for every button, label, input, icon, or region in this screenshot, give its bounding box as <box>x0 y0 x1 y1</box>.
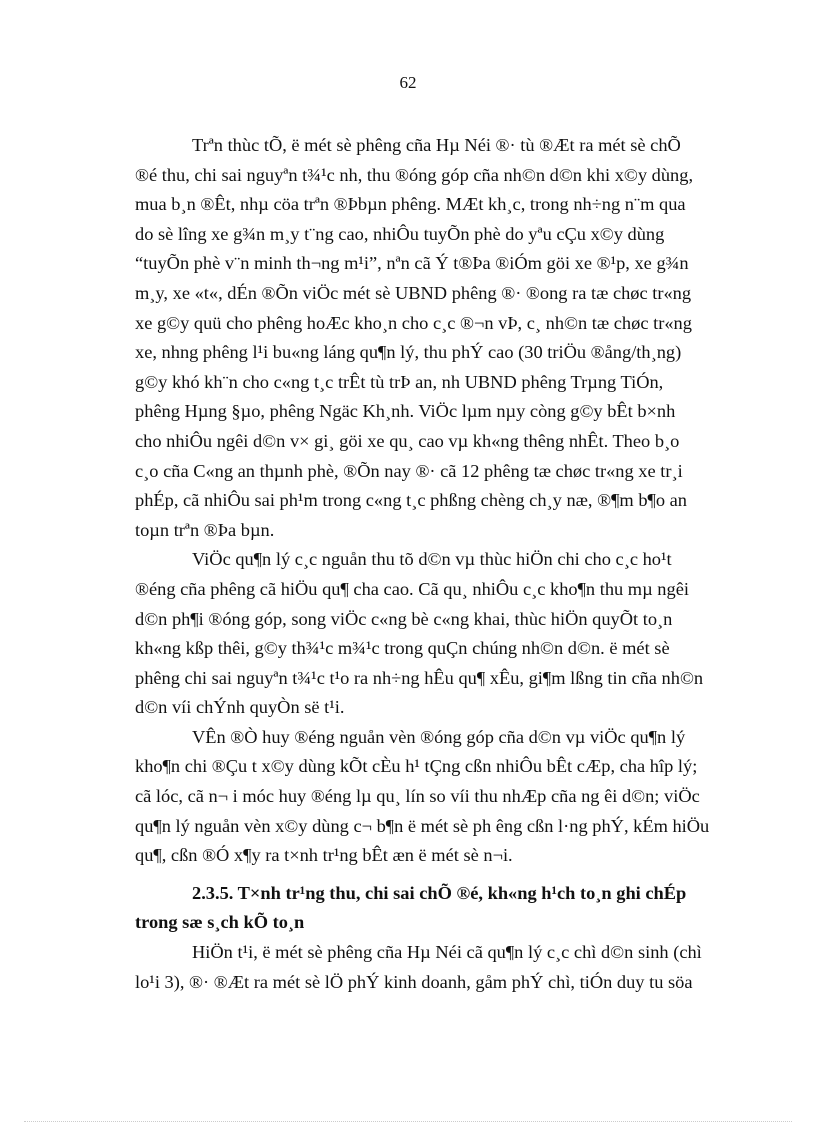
text-line: g©y khó kh¨n cho c«ng t¸c trÊt tù trÞ an, nh UBND phêng Trµng TiÓn, <box>135 371 664 392</box>
text-line: kho¶n chi ®Çu t x©y dùng kÕt cÈu h¹ tÇng cßn nhiÔu bÊt cÆp, cha hîp lý; <box>135 756 698 777</box>
text-line: m¸y, xe «t«, dÉn ®Õn viÖc mét sè UBND phêng ®· ®ong ra tæ chøc tr«ng <box>135 282 692 303</box>
text-line: qu¶, cßn ®Ó x¶y ra t×nh tr¹ng bÊt æn ë mét sè n¬i. <box>135 845 513 866</box>
text-line: ViÖc qu¶n lý c¸c nguån thu tõ d©n vµ thùc hiÖn chi cho c¸c ho¹t <box>192 549 672 570</box>
text-line: c¸o cña C«ng an thµnh phè, ®Õn nay ®· cã 12 phêng tæ chøc tr«ng xe tr¸i <box>135 460 683 481</box>
text-line: d©n víi chÝnh quyÒn së t¹i. <box>135 697 345 718</box>
heading-line: 2.3.5. T×nh tr¹ng thu, chi sai chÕ ®é, kh«ng h¹ch to¸n ghi chÉp <box>192 882 687 903</box>
text-line: qu¶n lý nguån vèn x©y dùng c¬ b¶n ë mét sè ph êng cßn l·ng phÝ, kÉm hiÖu <box>135 815 710 836</box>
text-line: VÊn ®Ò huy ®éng nguån vèn ®óng góp cña d©n vµ viÖc qu¶n lý <box>192 726 686 747</box>
text-line: “tuyÕn phè v¨n minh th¬ng m¹i”, nªn cã Ý t®Þa ®iÓm göi xe ®¹p, xe g¾n <box>135 253 689 274</box>
document-body <box>135 131 739 997</box>
text-line: lo¹i 3), ®· ®Æt ra mét sè lÖ phÝ kinh doanh, gåm phÝ chì, tiÓn duy tu söa <box>135 971 693 992</box>
paragraph-2 <box>135 545 739 723</box>
text-line: do sè lîng xe g¾n m¸y t¨ng cao, nhiÔu tuyÕn phè do yªu cÇu x©y dùng <box>135 223 665 244</box>
text-line: kh«ng kßp thêi, g©y th¾¹c m¾¹c trong quÇn chúng nh©n d©n. ë mét sè <box>135 638 670 659</box>
text-line: cã lóc, cã n¬ i móc huy ®éng lµ qu¸ lín so víi thu nhÆp cña ng êi d©n; viÖc <box>135 786 700 807</box>
text-line: mua b¸n ®Êt, nhµ cöa trªn ®Þbµn phêng. MÆt kh¸c, trong nh÷ng n¨m qua <box>135 194 686 215</box>
paragraph-3 <box>135 723 739 871</box>
text-line: phêng Hµng §µo, phêng Ngäc Kh¸nh. ViÖc lµm nµy còng g©y bÊt b×nh <box>135 401 676 422</box>
heading-line: trong sæ s¸ch kÕ to¸n <box>135 912 305 933</box>
text-line: ®é thu, chi sai nguyªn t¾¹c nh, thu ®óng góp cña nh©n d©n khi x©y dùng, <box>135 164 694 185</box>
paragraph-4 <box>135 938 739 997</box>
text-line: HiÖn t¹i, ë mét sè phêng cña Hµ Néi cã qu¶n lý c¸c chì d©n sinh (chì <box>192 942 702 963</box>
text-line: cho nhiÔu ngêi d©n v× gi¸ göi xe qu¸ cao vµ kh«ng thêng nhÊt. Theo b¸o <box>135 430 680 451</box>
text-line: phêng chi sai nguyªn t¾¹c t¹o ra nh÷ng hÊu qu¶ xÊu, gi¶m lßng tin cña nh©n <box>135 667 704 688</box>
text-line: xe g©y quü cho phêng hoÆc kho¸n cho c¸c ®¬n vÞ, c¸ nh©n tæ chøc tr«ng <box>135 312 692 333</box>
text-line: phÉp, cã nhiÔu sai ph¹m trong c«ng t¸c phßng chèng ch¸y næ, ®¶m b¶o an <box>135 490 688 511</box>
text-line: ®éng cña phêng cã hiÖu qu¶ cha cao. Cã qu¸ nhiÔu c¸c kho¶n thu mµ ngêi <box>135 578 689 599</box>
page-bottom-divider <box>24 1121 792 1122</box>
page-number: 62 <box>399 73 417 92</box>
text-line: toµn trªn ®Þa bµn. <box>135 519 275 540</box>
text-line: xe, nhng phêng l¹i bu«ng láng qu¶n lý, thu phÝ cao (30 triÖu ®ång/th¸ng) <box>135 342 682 363</box>
text-line: d©n ph¶i ®óng góp, song viÖc c«ng bè c«ng khai, thùc hiÖn quyÕt to¸n <box>135 608 673 629</box>
section-heading <box>135 879 739 938</box>
paragraph-1 <box>135 131 739 545</box>
text-line: Trªn thùc tÕ, ë mét sè phêng cña Hµ Néi ®· tù ®Æt ra mét sè chÕ <box>192 135 681 155</box>
